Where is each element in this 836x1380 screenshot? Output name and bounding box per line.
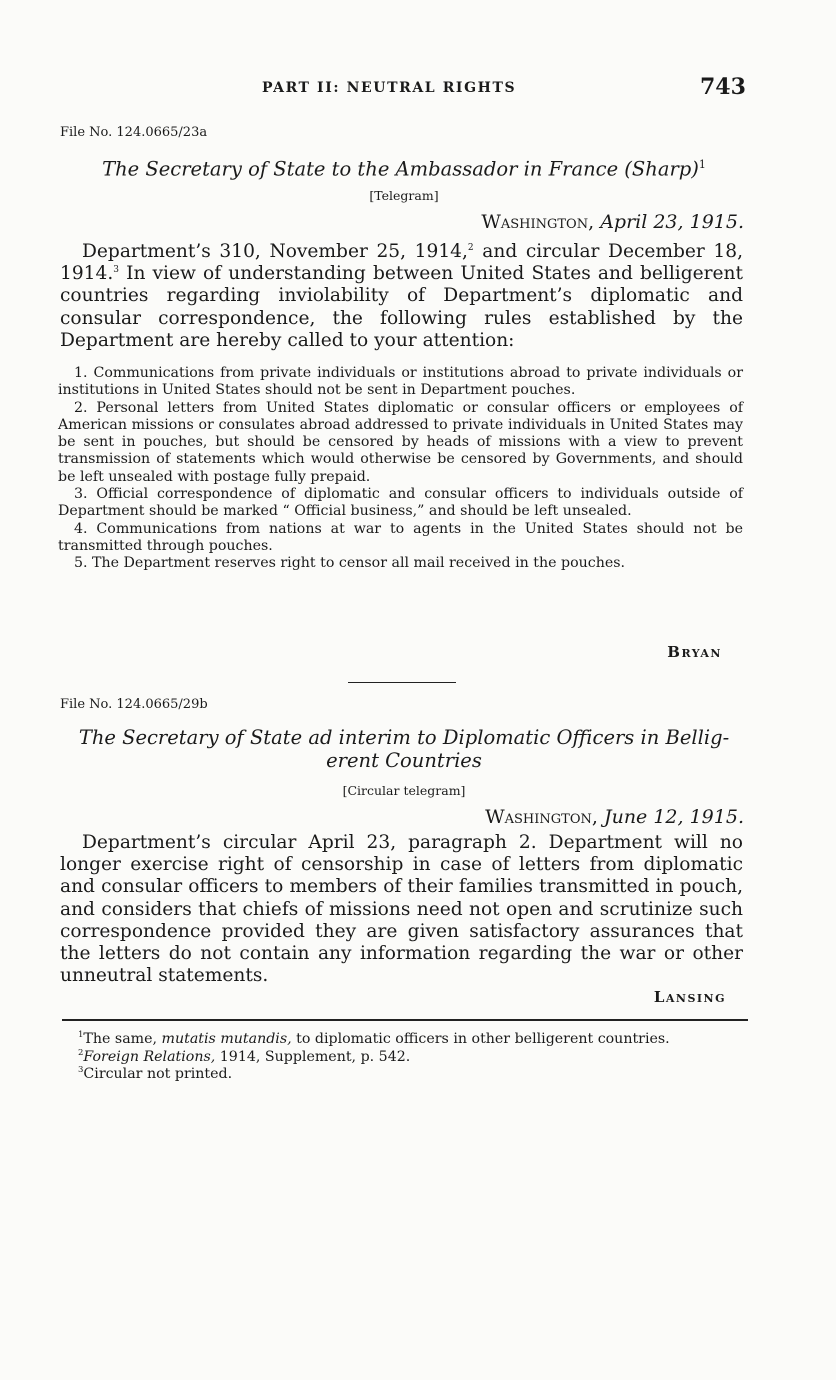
body-paragraph	[60, 241, 743, 352]
body-text: and circular December 18, 1914.	[60, 241, 743, 285]
document-title-text: The Secretary of State to the Ambassador in France (Sharp)	[102, 157, 699, 181]
dateline-place: Washington,	[481, 211, 595, 233]
footnote	[60, 1031, 748, 1049]
dateline-date: June 12, 1915.	[603, 806, 744, 828]
body-text: Department’s 310, November 25, 1914,	[82, 241, 468, 262]
footnote-mark: 1	[78, 1030, 84, 1040]
footnote-text-italic: Foreign Relations,	[83, 1048, 216, 1065]
rules-list	[58, 365, 743, 573]
footnote-ref: 1	[698, 158, 706, 171]
file-number: File No. 124.0665/23a	[60, 125, 208, 140]
rule-item: 1. Communications from private individuals or institutions abroad to private individuals or institutions in United States should not be sent in Department pouches.	[58, 365, 743, 399]
document-type: [Telegram]	[369, 188, 439, 203]
document-title-line: The Secretary of State ad interim to Diplomatic Officers in Bellig-	[78, 726, 730, 749]
body-text: In view of understanding between United States and belligerent countries regarding inviolability of Department’s diplomatic and consular correspondence, the following rules established by the Department are hereby called to your attention:	[60, 263, 743, 351]
footnote-mark: 3	[78, 1065, 84, 1076]
body-paragraph: Department’s circular April 23, paragraph 2. Department will no longer exercise right of censorship in case of letters from diplomatic and consular officers to members of their families transmitted in pouch, and considers that chiefs of missions need not open and scrutinize such correspondence provided they are given satisfactory assurances that the letters do not contain any information regarding the war or other unneutral statements.	[60, 832, 743, 987]
running-title: PART II: NEUTRAL RIGHTS	[262, 80, 517, 96]
footnote-mark: 2	[78, 1047, 84, 1058]
dateline	[485, 806, 744, 828]
signature: Bryan	[667, 643, 722, 661]
signature: Lansing	[653, 988, 726, 1006]
document-title	[60, 153, 748, 181]
rule-item: 2. Personal letters from United States diplomatic or consular officers or employees of American missions or consulates abroad addressed to private individuals in United States may be sent in pouches, but should be censored by heads of missions with a view to prevent transmission of statements which would otherwise be censored by Governments, and should be left unsealed with postage fully prepaid.	[58, 399, 743, 485]
footnote-text: to diplomatic officers in other belligerent countries.	[291, 1031, 670, 1047]
file-number: File No. 124.0665/29b	[60, 697, 208, 712]
footnotes	[60, 1031, 748, 1084]
footnote-text-italic: mutatis mutandis,	[161, 1031, 292, 1047]
document-type: [Circular telegram]	[342, 783, 466, 798]
document-title-line: erent Countries	[326, 749, 482, 772]
dateline-place: Washington,	[485, 806, 598, 828]
footnote-text: The same,	[83, 1031, 162, 1047]
footnote-ref: 2	[467, 243, 474, 253]
footnote	[60, 1066, 748, 1084]
rule-item: 4. Communications from nations at war to agents in the United States should not be transmitted through pouches.	[58, 520, 743, 554]
footnote-ref: 3	[113, 265, 119, 276]
footnote	[60, 1049, 748, 1067]
document-title	[60, 726, 748, 772]
rule-item: 5. The Department reserves right to censor all mail received in the pouches.	[74, 555, 626, 572]
section-divider	[348, 682, 456, 683]
footnote-text: 1914, Supplement, p. 542.	[215, 1048, 411, 1065]
footnote-text: Circular not printed.	[83, 1066, 233, 1083]
dateline-date: April 23, 1915.	[600, 211, 744, 233]
rule-item: 3. Official correspondence of diplomatic and consular officers to individuals outside of Department should be marked “ Official business,” and should be left unsealed.	[58, 486, 743, 520]
footnote-divider	[62, 1019, 748, 1021]
page-number: 743	[700, 74, 746, 100]
dateline	[481, 211, 744, 233]
